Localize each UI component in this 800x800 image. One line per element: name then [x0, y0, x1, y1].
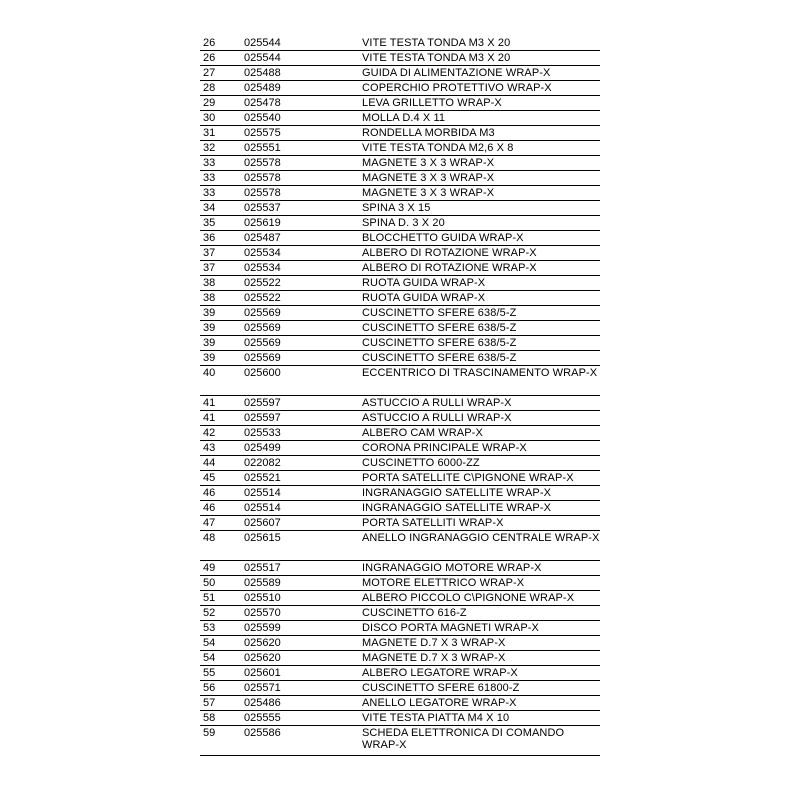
part-ref-number: 46	[203, 487, 216, 499]
part-code: 025589	[244, 577, 281, 589]
part-description: MOTORE ELETTRICO WRAP-X	[362, 577, 525, 589]
part-code: 025600	[244, 367, 281, 379]
part-description: MAGNETE 3 X 3 WRAP-X	[362, 157, 495, 169]
part-description: ECCENTRICO DI TRASCINAMENTO WRAP-X	[362, 367, 598, 379]
part-ref-number: 32	[203, 142, 216, 154]
table-row	[200, 321, 600, 336]
part-description: MAGNETE 3 X 3 WRAP-X	[362, 172, 495, 184]
part-description: ALBERO PICCOLO C\PIGNONE WRAP-X	[362, 592, 575, 604]
part-ref-number: 38	[203, 292, 216, 304]
part-ref-number: 50	[203, 577, 216, 589]
part-description: MAGNETE D.7 X 3 WRAP-X	[362, 652, 506, 664]
part-code: 025607	[244, 517, 281, 529]
part-code: 025537	[244, 202, 281, 214]
part-code: 025599	[244, 622, 281, 634]
part-code: 025478	[244, 97, 281, 109]
part-code: 025619	[244, 217, 281, 229]
part-code: 025521	[244, 472, 281, 484]
part-description: INGRANAGGIO SATELLITE WRAP-X	[362, 502, 552, 514]
part-description: CORONA PRINCIPALE WRAP-X	[362, 442, 527, 454]
part-ref-number: 58	[203, 712, 216, 724]
table-row	[200, 531, 600, 561]
part-code: 025533	[244, 427, 281, 439]
table-row	[200, 246, 600, 261]
part-description: RUOTA GUIDA WRAP-X	[362, 277, 486, 289]
part-code: 025534	[244, 262, 281, 274]
part-description: CUSCINETTO SFERE 638/5-Z	[362, 337, 517, 349]
part-description: BLOCCHETTO GUIDA WRAP-X	[362, 232, 524, 244]
table-row	[200, 666, 600, 681]
part-description: CUSCINETTO SFERE 638/5-Z	[362, 322, 517, 334]
part-description: CUSCINETTO 616-Z	[362, 607, 467, 619]
part-description: ALBERO DI ROTAZIONE WRAP-X	[362, 247, 537, 259]
part-ref-number: 46	[203, 502, 216, 514]
table-row	[200, 636, 600, 651]
table-row	[200, 81, 600, 96]
part-ref-number: 41	[203, 397, 216, 409]
part-code: 025620	[244, 652, 281, 664]
table-row	[200, 606, 600, 621]
part-description: SCHEDA ELETTRONICA DI COMANDO WRAP-X	[362, 727, 565, 751]
part-description: CUSCINETTO 6000-ZZ	[362, 457, 480, 469]
part-ref-number: 53	[203, 622, 216, 634]
part-code: 025514	[244, 487, 281, 499]
table-row	[200, 621, 600, 636]
table-row	[200, 351, 600, 366]
part-description: MAGNETE 3 X 3 WRAP-X	[362, 187, 495, 199]
part-ref-number: 39	[203, 322, 216, 334]
table-row	[200, 561, 600, 576]
part-description: ALBERO CAM WRAP-X	[362, 427, 483, 439]
part-ref-number: 47	[203, 517, 216, 529]
part-code: 022082	[244, 457, 281, 469]
part-description: MAGNETE D.7 X 3 WRAP-X	[362, 637, 506, 649]
part-description: PORTA SATELLITI WRAP-X	[362, 517, 504, 529]
part-ref-number: 44	[203, 457, 216, 469]
part-ref-number: 57	[203, 697, 216, 709]
part-ref-number: 33	[203, 157, 216, 169]
part-code: 025569	[244, 352, 281, 364]
table-row	[200, 276, 600, 291]
part-ref-number: 48	[203, 532, 216, 544]
part-description: INGRANAGGIO MOTORE WRAP-X	[362, 562, 542, 574]
part-code: 025486	[244, 697, 281, 709]
part-code: 025544	[244, 37, 281, 49]
part-description: COPERCHIO PROTETTIVO WRAP-X	[362, 82, 552, 94]
part-code: 025569	[244, 322, 281, 334]
part-description: SPINA 3 X 15	[362, 202, 431, 214]
part-description: DISCO PORTA MAGNETI WRAP-X	[362, 622, 539, 634]
table-row	[200, 651, 600, 666]
part-description: LEVA GRILLETTO WRAP-X	[362, 97, 502, 109]
part-code: 025575	[244, 127, 281, 139]
table-row	[200, 141, 600, 156]
table-row	[200, 171, 600, 186]
part-ref-number: 54	[203, 637, 216, 649]
table-row	[200, 336, 600, 351]
part-description: ASTUCCIO A RULLI WRAP-X	[362, 412, 512, 424]
part-ref-number: 31	[203, 127, 216, 139]
part-ref-number: 37	[203, 247, 216, 259]
part-code: 025510	[244, 592, 281, 604]
table-row	[200, 441, 600, 456]
table-row	[200, 156, 600, 171]
part-code: 025571	[244, 682, 281, 694]
part-ref-number: 52	[203, 607, 216, 619]
part-ref-number: 36	[203, 232, 216, 244]
part-description: CUSCINETTO SFERE 638/5-Z	[362, 352, 517, 364]
part-ref-number: 30	[203, 112, 216, 124]
part-ref-number: 29	[203, 97, 216, 109]
part-code: 025487	[244, 232, 281, 244]
part-description: ANELLO LEGATORE WRAP-X	[362, 697, 517, 709]
part-description: RUOTA GUIDA WRAP-X	[362, 292, 486, 304]
part-code: 025578	[244, 187, 281, 199]
part-description: VITE TESTA PIATTA M4 X 10	[362, 712, 510, 724]
part-ref-number: 38	[203, 277, 216, 289]
part-ref-number: 37	[203, 262, 216, 274]
part-ref-number: 42	[203, 427, 216, 439]
part-code: 025555	[244, 712, 281, 724]
table-row	[200, 471, 600, 486]
table-row	[200, 66, 600, 81]
parts-list-table	[200, 36, 600, 756]
part-ref-number: 34	[203, 202, 216, 214]
part-description: ALBERO LEGATORE WRAP-X	[362, 667, 518, 679]
part-description: ALBERO DI ROTAZIONE WRAP-X	[362, 262, 537, 274]
table-row	[200, 231, 600, 246]
table-row	[200, 681, 600, 696]
part-description: VITE TESTA TONDA M3 X 20	[362, 37, 511, 49]
table-row	[200, 126, 600, 141]
part-ref-number: 39	[203, 352, 216, 364]
part-description: ASTUCCIO A RULLI WRAP-X	[362, 397, 512, 409]
part-code: 025570	[244, 607, 281, 619]
part-ref-number: 33	[203, 187, 216, 199]
part-code: 025544	[244, 52, 281, 64]
part-code: 025514	[244, 502, 281, 514]
part-ref-number: 51	[203, 592, 216, 604]
part-description: SPINA D. 3 X 20	[362, 217, 445, 229]
part-description: RONDELLA MORBIDA M3	[362, 127, 495, 139]
part-code: 025597	[244, 412, 281, 424]
table-row	[200, 306, 600, 321]
part-ref-number: 26	[203, 37, 216, 49]
part-code: 025601	[244, 667, 281, 679]
part-description: VITE TESTA TONDA M2,6 X 8	[362, 142, 514, 154]
part-description: MOLLA D.4 X 11	[362, 112, 446, 124]
part-ref-number: 40	[203, 367, 216, 379]
part-description: CUSCINETTO SFERE 61800-Z	[362, 682, 520, 694]
part-code: 025597	[244, 397, 281, 409]
part-code: 025540	[244, 112, 281, 124]
part-ref-number: 33	[203, 172, 216, 184]
part-code: 025522	[244, 292, 281, 304]
table-row	[200, 711, 600, 726]
part-code: 025534	[244, 247, 281, 259]
part-description: PORTA SATELLITE C\PIGNONE WRAP-X	[362, 472, 574, 484]
part-description: VITE TESTA TONDA M3 X 20	[362, 52, 511, 64]
part-description: GUIDA DI ALIMENTAZIONE WRAP-X	[362, 67, 551, 79]
table-row	[200, 201, 600, 216]
table-row	[200, 291, 600, 306]
part-code: 025522	[244, 277, 281, 289]
table-row	[200, 366, 600, 396]
part-ref-number: 43	[203, 442, 216, 454]
part-ref-number: 59	[203, 727, 216, 739]
table-row	[200, 36, 600, 51]
part-ref-number: 54	[203, 652, 216, 664]
part-ref-number: 49	[203, 562, 216, 574]
table-row	[200, 96, 600, 111]
table-row	[200, 186, 600, 201]
table-row	[200, 696, 600, 711]
table-row	[200, 261, 600, 276]
part-code: 025499	[244, 442, 281, 454]
part-code: 025551	[244, 142, 281, 154]
table-row	[200, 576, 600, 591]
table-row	[200, 111, 600, 126]
table-row	[200, 456, 600, 471]
table-row	[200, 216, 600, 231]
table-row	[200, 501, 600, 516]
part-code: 025489	[244, 82, 281, 94]
part-description: INGRANAGGIO SATELLITE WRAP-X	[362, 487, 552, 499]
part-ref-number: 28	[203, 82, 216, 94]
part-ref-number: 56	[203, 682, 216, 694]
table-row	[200, 516, 600, 531]
part-ref-number: 26	[203, 52, 216, 64]
table-row	[200, 396, 600, 411]
part-description: CUSCINETTO SFERE 638/5-Z	[362, 307, 517, 319]
part-ref-number: 27	[203, 67, 216, 79]
part-code: 025578	[244, 157, 281, 169]
table-row	[200, 486, 600, 501]
part-code: 025620	[244, 637, 281, 649]
part-code: 025569	[244, 337, 281, 349]
part-ref-number: 45	[203, 472, 216, 484]
part-description: ANELLO INGRANAGGIO CENTRALE WRAP-X	[362, 532, 600, 544]
part-ref-number: 39	[203, 337, 216, 349]
table-row	[200, 726, 600, 756]
table-row	[200, 426, 600, 441]
part-ref-number: 35	[203, 217, 216, 229]
part-code: 025488	[244, 67, 281, 79]
part-code: 025586	[244, 727, 281, 739]
table-row	[200, 51, 600, 66]
part-code: 025517	[244, 562, 281, 574]
part-code: 025615	[244, 532, 281, 544]
part-ref-number: 39	[203, 307, 216, 319]
part-code: 025578	[244, 172, 281, 184]
table-row	[200, 411, 600, 426]
part-ref-number: 41	[203, 412, 216, 424]
table-row	[200, 591, 600, 606]
part-ref-number: 55	[203, 667, 216, 679]
part-code: 025569	[244, 307, 281, 319]
